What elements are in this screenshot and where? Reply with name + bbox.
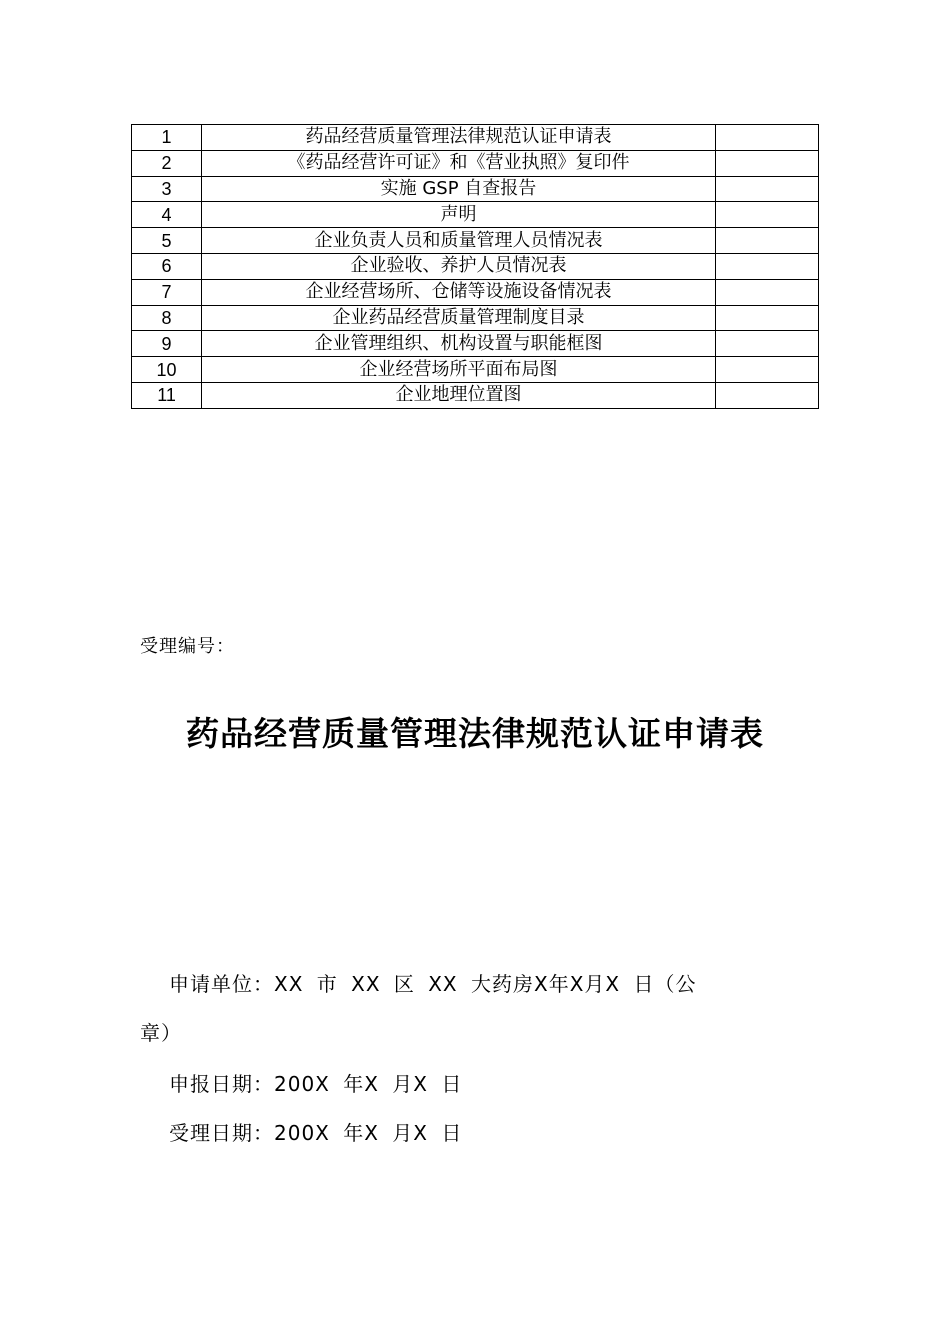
table-row xyxy=(132,331,819,357)
row-number: 6 xyxy=(132,253,202,279)
accept-date-line: 受理日期：200X 年X 月X 日 xyxy=(169,1121,463,1145)
row-number: 2 xyxy=(132,150,202,176)
table-row xyxy=(132,202,819,228)
row-number: 4 xyxy=(132,202,202,228)
table-row xyxy=(132,305,819,331)
row-number: 8 xyxy=(132,305,202,331)
row-item: 企业负责人员和质量管理人员情况表 xyxy=(202,228,716,254)
applicant-line-continued: 章） xyxy=(140,1021,182,1045)
table-row xyxy=(132,125,819,151)
table-row xyxy=(132,228,819,254)
row-extra xyxy=(715,331,818,357)
row-extra xyxy=(715,382,818,408)
row-number: 7 xyxy=(132,279,202,305)
row-extra xyxy=(715,176,818,202)
row-number: 5 xyxy=(132,228,202,254)
row-item: 声明 xyxy=(202,202,716,228)
row-extra xyxy=(715,357,818,383)
row-extra xyxy=(715,202,818,228)
row-number: 9 xyxy=(132,331,202,357)
row-item: 企业地理位置图 xyxy=(202,382,716,408)
table-row xyxy=(132,176,819,202)
row-item: 企业验收、养护人员情况表 xyxy=(202,253,716,279)
row-extra xyxy=(715,305,818,331)
row-item: 实施 GSP 自查报告 xyxy=(202,176,716,202)
table-row xyxy=(132,253,819,279)
row-extra xyxy=(715,279,818,305)
table-row xyxy=(132,357,819,383)
row-item: 企业经营场所、仓储等设施设备情况表 xyxy=(202,279,716,305)
page-title: 药品经营质量管理法律规范认证申请表 xyxy=(186,714,764,753)
row-extra xyxy=(715,150,818,176)
row-number: 10 xyxy=(132,357,202,383)
table-row xyxy=(132,382,819,408)
table-row xyxy=(132,150,819,176)
row-item: 《药品经营许可证》和《营业执照》复印件 xyxy=(202,150,716,176)
row-item: 企业管理组织、机构设置与职能框图 xyxy=(202,331,716,357)
accept-number-label: 受理编号： xyxy=(140,636,235,657)
applicant-line: 申请单位：XX 市 XX 区 XX 大药房X年X月X 日（公 xyxy=(169,972,697,996)
materials-table xyxy=(131,124,819,409)
row-number: 11 xyxy=(132,382,202,408)
row-number: 3 xyxy=(132,176,202,202)
report-date-line: 申报日期：200X 年X 月X 日 xyxy=(169,1072,463,1096)
row-number: 1 xyxy=(132,125,202,151)
row-extra xyxy=(715,125,818,151)
row-item: 药品经营质量管理法律规范认证申请表 xyxy=(202,125,716,151)
table-row xyxy=(132,279,819,305)
row-item: 企业经营场所平面布局图 xyxy=(202,357,716,383)
row-extra xyxy=(715,228,818,254)
row-extra xyxy=(715,253,818,279)
row-item: 企业药品经营质量管理制度目录 xyxy=(202,305,716,331)
